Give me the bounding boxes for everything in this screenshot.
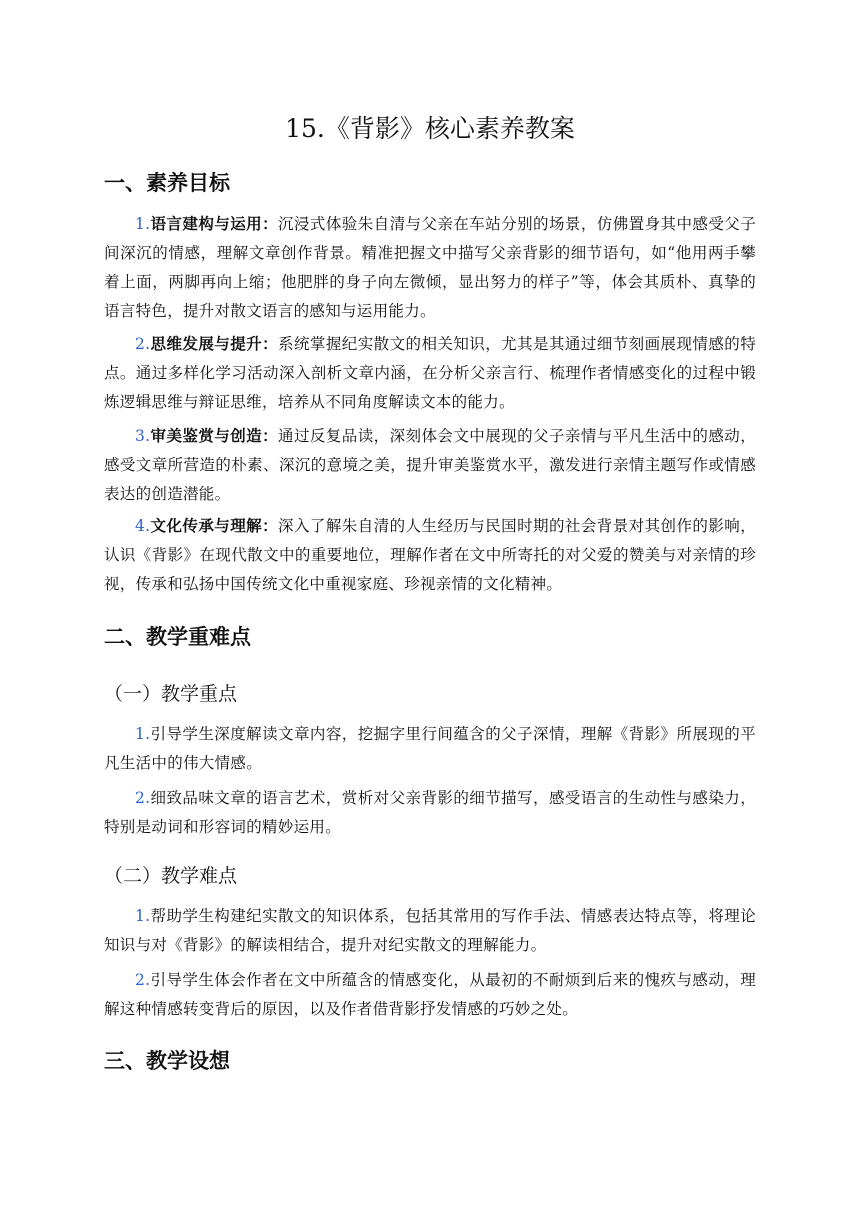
document-title: 15.《背影》核心素养教案 bbox=[285, 114, 575, 143]
goal-paragraph-2 bbox=[104, 330, 756, 417]
goal-paragraph-4 bbox=[104, 512, 756, 599]
item-number: 1. bbox=[135, 907, 151, 925]
difficulty-text: 引导学生体会作者在文中所蕴含的情感变化，从最初的不耐烦到后来的愧疚与感动，理解这种情感转变背后的原因，以及作者借背影抒发情感的巧妙之处。 bbox=[104, 971, 756, 1018]
difficulty-text: 帮助学生构建纪实散文的知识体系，包括其常用的写作手法、情感表达特点等，将理论知识与对《背影》的解读相结合，提升对纪实散文的理解能力。 bbox=[104, 907, 756, 954]
goal-label: 思维发展与提升： bbox=[150, 335, 279, 353]
goal-paragraph-3 bbox=[104, 422, 756, 509]
focus-text: 细致品味文章的语言艺术，赏析对父亲背影的细节描写，感受语言的生动性与感染力，特别是动词和形容词的精妙运用。 bbox=[104, 789, 756, 836]
difficulty-paragraph-2 bbox=[104, 966, 756, 1024]
goal-text: 系统掌握纪实散文的相关知识，尤其是其通过细节刻画展现情感的特点。通过多样化学习活动深入剖析文章内涵，在分析父亲言行、梳理作者情感变化的过程中锻炼逻辑思维与辩证思维，培养从不同角度解读文本的能力。 bbox=[104, 335, 756, 411]
item-number: 3. bbox=[135, 427, 151, 445]
focus-text: 引导学生深度解读文章内容，挖掘字里行间蕴含的父子深情，理解《背影》所展现的平凡生活中的伟大情感。 bbox=[104, 725, 756, 772]
subheading-focus: （一）教学重点 bbox=[104, 683, 238, 705]
focus-paragraph-2 bbox=[104, 784, 756, 842]
goal-label: 文化传承与理解： bbox=[150, 517, 279, 535]
goal-text: 沉浸式体验朱自清与父亲在车站分别的场景，仿佛置身其中感受父子间深沉的情感，理解文章创作背景。精准把握文中描写父亲背影的细节语句，如“他用两手攀着上面，两脚再向上缩；他肥胖的身子向左微倾，显出努力的样子”等，体会其质朴、真挚的语言特色，提升对散文语言的感知与运用能力。 bbox=[104, 215, 756, 320]
item-number: 1. bbox=[135, 215, 151, 233]
difficulty-paragraph-1 bbox=[104, 902, 756, 960]
goal-text: 深入了解朱自清的人生经历与民国时期的社会背景对其创作的影响，认识《背影》在现代散文中的重要地位，理解作者在文中所寄托的对父爱的赞美与对亲情的珍视，传承和弘扬中国传统文化中重视家庭、珍视亲情的文化精神。 bbox=[104, 517, 756, 593]
goal-label: 语言建构与运用： bbox=[150, 215, 279, 233]
goal-label: 审美鉴赏与创造： bbox=[150, 427, 279, 445]
item-number: 2. bbox=[135, 971, 151, 989]
section-heading-goals: 一、素养目标 bbox=[104, 171, 230, 195]
section-heading-design: 三、教学设想 bbox=[104, 1049, 230, 1073]
section-heading-key-points: 二、教学重难点 bbox=[104, 625, 251, 649]
item-number: 1. bbox=[135, 725, 151, 743]
item-number: 4. bbox=[135, 517, 151, 535]
goal-text: 通过反复品读，深刻体会文中展现的父子亲情与平凡生活中的感动，感受文章所营造的朴素、深沉的意境之美，提升审美鉴赏水平，激发进行亲情主题写作或情感表达的创造潜能。 bbox=[104, 427, 756, 503]
item-number: 2. bbox=[135, 335, 151, 353]
focus-paragraph-1 bbox=[104, 720, 756, 778]
item-number: 2. bbox=[135, 789, 151, 807]
goal-paragraph-1 bbox=[104, 210, 756, 326]
subheading-difficulty: （二）教学难点 bbox=[104, 865, 238, 887]
